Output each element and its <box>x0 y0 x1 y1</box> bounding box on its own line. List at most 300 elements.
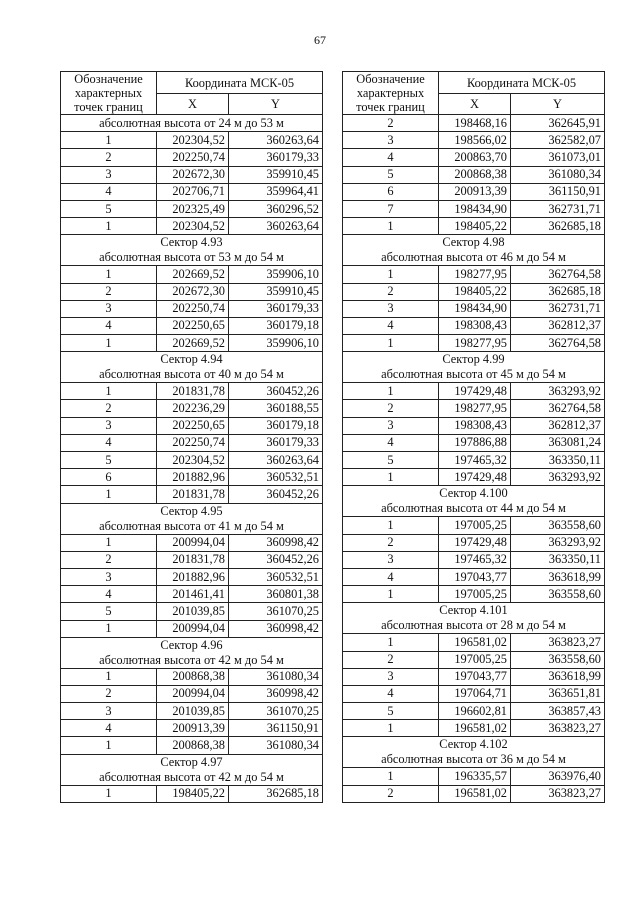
sector-header-row <box>61 235 323 266</box>
point-cell: 2 <box>61 149 157 166</box>
point-cell: 1 <box>61 668 157 685</box>
y-cell: 360179,18 <box>229 417 323 434</box>
y-cell: 360263,64 <box>229 132 323 149</box>
y-cell: 360452,26 <box>229 551 323 568</box>
sector-header-row <box>61 115 323 132</box>
point-cell: 4 <box>61 720 157 737</box>
point-cell: 2 <box>343 785 439 802</box>
table-row <box>61 703 323 720</box>
sector-altitude: абсолютная высота от 40 м до 54 м <box>99 367 284 382</box>
point-cell: 4 <box>61 586 157 603</box>
point-cell: 2 <box>61 551 157 568</box>
x-cell: 200913,39 <box>439 183 511 200</box>
y-cell: 362812,37 <box>511 417 605 434</box>
point-cell: 4 <box>343 434 439 451</box>
y-cell: 360532,51 <box>229 568 323 585</box>
table-row <box>343 434 605 451</box>
coordinates-table-left <box>60 71 323 803</box>
point-cell: 2 <box>61 283 157 300</box>
table-row <box>61 603 323 620</box>
sector-title: Сектор 4.101 <box>439 603 508 618</box>
y-cell: 361070,25 <box>229 603 323 620</box>
sector-altitude: абсолютная высота от 45 м до 54 м <box>381 367 566 382</box>
sector-title: Сектор 4.96 <box>160 637 223 652</box>
sector-header <box>343 737 605 768</box>
y-cell: 363293,92 <box>511 534 605 551</box>
sector-altitude: абсолютная высота от 41 м до 54 м <box>99 518 284 533</box>
table-row <box>343 266 605 283</box>
x-cell: 201039,85 <box>157 703 229 720</box>
y-cell: 363618,99 <box>511 668 605 685</box>
x-cell: 198566,02 <box>439 132 511 149</box>
y-cell: 360263,64 <box>229 452 323 469</box>
sector-title: Сектор 4.100 <box>439 486 508 501</box>
point-cell: 2 <box>343 115 439 132</box>
point-cell: 1 <box>343 469 439 486</box>
y-cell: 362764,58 <box>511 335 605 352</box>
table-row <box>61 317 323 334</box>
header-coordinates: Координата МСК-05 <box>157 72 323 94</box>
table-row <box>61 685 323 702</box>
y-cell: 361073,01 <box>511 149 605 166</box>
x-cell: 198434,90 <box>439 200 511 217</box>
y-cell: 361150,91 <box>229 720 323 737</box>
table-row <box>343 768 605 785</box>
y-cell: 360998,42 <box>229 685 323 702</box>
point-cell: 1 <box>343 720 439 737</box>
y-cell: 362645,91 <box>511 115 605 132</box>
x-cell: 197005,25 <box>439 651 511 668</box>
sector-altitude: абсолютная высота от 46 м до 54 м <box>381 250 566 265</box>
table-row <box>343 400 605 417</box>
y-cell: 363976,40 <box>511 768 605 785</box>
y-cell: 363558,60 <box>511 586 605 603</box>
y-cell: 360532,51 <box>229 469 323 486</box>
x-cell: 197043,77 <box>439 668 511 685</box>
point-cell: 1 <box>343 218 439 235</box>
point-cell: 1 <box>343 335 439 352</box>
x-cell: 198277,95 <box>439 266 511 283</box>
y-cell: 360998,42 <box>229 534 323 551</box>
x-cell: 197465,32 <box>439 551 511 568</box>
x-cell: 198405,22 <box>157 785 229 802</box>
table-row <box>343 183 605 200</box>
table-row <box>61 417 323 434</box>
y-cell: 363081,24 <box>511 434 605 451</box>
x-cell: 201461,41 <box>157 586 229 603</box>
x-cell: 197043,77 <box>439 568 511 585</box>
header-y: Y <box>229 94 323 115</box>
table-row <box>61 183 323 200</box>
sector-header <box>343 486 605 517</box>
table-row <box>61 469 323 486</box>
table-row <box>61 434 323 451</box>
y-cell: 359906,10 <box>229 335 323 352</box>
y-cell: 360188,55 <box>229 400 323 417</box>
point-cell: 3 <box>343 300 439 317</box>
sector-altitude: абсолютная высота от 28 м до 54 м <box>381 618 566 633</box>
header-x: X <box>157 94 229 115</box>
y-cell: 360263,64 <box>229 218 323 235</box>
x-cell: 198277,95 <box>439 335 511 352</box>
y-cell: 363823,27 <box>511 720 605 737</box>
table-row <box>61 737 323 754</box>
x-cell: 202236,29 <box>157 400 229 417</box>
table-row <box>343 668 605 685</box>
x-cell: 196581,02 <box>439 720 511 737</box>
x-cell: 196602,81 <box>439 703 511 720</box>
sector-header <box>61 754 323 785</box>
point-cell: 5 <box>61 200 157 217</box>
x-cell: 201831,78 <box>157 383 229 400</box>
point-cell: 1 <box>343 517 439 534</box>
table-row <box>343 335 605 352</box>
y-cell: 363350,11 <box>511 551 605 568</box>
y-cell: 359910,45 <box>229 166 323 183</box>
sector-title: Сектор 4.102 <box>439 737 508 752</box>
point-cell: 1 <box>61 266 157 283</box>
point-cell: 1 <box>61 218 157 235</box>
table-row <box>343 534 605 551</box>
point-cell: 4 <box>343 685 439 702</box>
x-cell: 202250,65 <box>157 417 229 434</box>
table-row <box>61 568 323 585</box>
x-cell: 198405,22 <box>439 218 511 235</box>
table-row <box>343 300 605 317</box>
table-row <box>61 166 323 183</box>
point-cell: 4 <box>343 568 439 585</box>
x-cell: 202304,52 <box>157 218 229 235</box>
x-cell: 197064,71 <box>439 685 511 702</box>
y-cell: 360452,26 <box>229 486 323 503</box>
point-cell: 1 <box>61 132 157 149</box>
y-cell: 361070,25 <box>229 703 323 720</box>
x-cell: 196335,57 <box>439 768 511 785</box>
page-number: 67 <box>314 33 326 47</box>
table-row <box>343 651 605 668</box>
point-cell: 1 <box>343 266 439 283</box>
y-cell: 359910,45 <box>229 283 323 300</box>
header-designation: Обозначение характерных точек границ <box>61 72 157 115</box>
table-row <box>343 283 605 300</box>
x-cell: 202706,71 <box>157 183 229 200</box>
y-cell: 361080,34 <box>229 668 323 685</box>
x-cell: 202250,74 <box>157 300 229 317</box>
table-row <box>61 200 323 217</box>
header-designation: Обозначение характерных точек границ <box>343 72 439 115</box>
x-cell: 198308,43 <box>439 417 511 434</box>
y-cell: 362685,18 <box>511 283 605 300</box>
y-cell: 361080,34 <box>229 737 323 754</box>
x-cell: 198277,95 <box>439 400 511 417</box>
y-cell: 363823,27 <box>511 785 605 802</box>
table-row <box>343 568 605 585</box>
point-cell: 3 <box>343 668 439 685</box>
point-cell: 5 <box>343 703 439 720</box>
x-cell: 202250,65 <box>157 317 229 334</box>
y-cell: 362731,71 <box>511 200 605 217</box>
point-cell: 4 <box>61 434 157 451</box>
table-row <box>343 551 605 568</box>
x-cell: 200868,38 <box>439 166 511 183</box>
table-body-right <box>343 72 605 803</box>
y-cell: 363558,60 <box>511 517 605 534</box>
y-cell: 363293,92 <box>511 383 605 400</box>
sector-header-row <box>343 603 605 634</box>
x-cell: 201882,96 <box>157 568 229 585</box>
point-cell: 2 <box>61 400 157 417</box>
table-row <box>61 486 323 503</box>
y-cell: 362764,58 <box>511 266 605 283</box>
x-cell: 198405,22 <box>439 283 511 300</box>
table-row <box>61 720 323 737</box>
coordinates-table-right <box>342 71 605 803</box>
point-cell: 3 <box>61 166 157 183</box>
table-row <box>343 586 605 603</box>
table-row <box>61 668 323 685</box>
table-row <box>343 132 605 149</box>
point-cell: 1 <box>61 737 157 754</box>
y-cell: 360801,38 <box>229 586 323 603</box>
y-cell: 363857,43 <box>511 703 605 720</box>
table-row <box>61 132 323 149</box>
sector-header <box>61 235 323 266</box>
table-row <box>61 266 323 283</box>
point-cell: 5 <box>343 452 439 469</box>
x-cell: 198308,43 <box>439 317 511 334</box>
sector-altitude: абсолютная высота от 42 м до 54 м <box>99 652 284 667</box>
point-cell: 3 <box>343 551 439 568</box>
point-cell: 4 <box>61 317 157 334</box>
x-cell: 200994,04 <box>157 620 229 637</box>
table-row <box>343 149 605 166</box>
header-x: X <box>439 94 511 115</box>
y-cell: 363558,60 <box>511 651 605 668</box>
sector-altitude: абсолютная высота от 36 м до 54 м <box>381 752 566 767</box>
y-cell: 360296,52 <box>229 200 323 217</box>
x-cell: 197429,48 <box>439 469 511 486</box>
sector-altitude: абсолютная высота от 44 м до 54 м <box>381 501 566 516</box>
y-cell: 362685,18 <box>511 218 605 235</box>
point-cell: 4 <box>343 149 439 166</box>
x-cell: 202672,30 <box>157 283 229 300</box>
point-cell: 4 <box>343 317 439 334</box>
point-cell: 2 <box>343 400 439 417</box>
x-cell: 200994,04 <box>157 685 229 702</box>
y-cell: 360452,26 <box>229 383 323 400</box>
sector-header <box>61 352 323 383</box>
sector-title: Сектор 4.95 <box>160 503 223 518</box>
point-cell: 1 <box>61 486 157 503</box>
header-y: Y <box>511 94 605 115</box>
sector-title: Сектор 4.94 <box>160 352 223 367</box>
x-cell: 201882,96 <box>157 469 229 486</box>
point-cell: 6 <box>61 469 157 486</box>
point-cell: 1 <box>61 620 157 637</box>
table-row <box>61 383 323 400</box>
x-cell: 197005,25 <box>439 517 511 534</box>
table-row <box>343 685 605 702</box>
point-cell: 5 <box>343 166 439 183</box>
point-cell: 7 <box>343 200 439 217</box>
table-row <box>343 517 605 534</box>
x-cell: 197886,88 <box>439 434 511 451</box>
sector-header <box>343 603 605 634</box>
sector-header-row <box>61 352 323 383</box>
point-cell: 1 <box>343 634 439 651</box>
table-row <box>61 335 323 352</box>
sector-header <box>61 637 323 668</box>
point-cell: 1 <box>61 534 157 551</box>
point-cell: 2 <box>343 651 439 668</box>
table-row <box>61 586 323 603</box>
x-cell: 202672,30 <box>157 166 229 183</box>
point-cell: 2 <box>343 283 439 300</box>
x-cell: 202669,52 <box>157 266 229 283</box>
point-cell: 3 <box>61 703 157 720</box>
table-row <box>61 534 323 551</box>
table-row <box>61 283 323 300</box>
sector-header-row <box>61 754 323 785</box>
y-cell: 362582,07 <box>511 132 605 149</box>
x-cell: 202325,49 <box>157 200 229 217</box>
point-cell: 4 <box>61 183 157 200</box>
table-row <box>343 383 605 400</box>
sector-header-row <box>61 637 323 668</box>
x-cell: 202250,74 <box>157 434 229 451</box>
sector-altitude: абсолютная высота от 53 м до 54 м <box>99 250 284 265</box>
point-cell: 5 <box>61 603 157 620</box>
table-row <box>61 551 323 568</box>
x-cell: 200994,04 <box>157 534 229 551</box>
table-row <box>61 785 323 802</box>
x-cell: 197429,48 <box>439 383 511 400</box>
table-body-left <box>61 72 323 803</box>
point-cell: 3 <box>61 417 157 434</box>
x-cell: 201831,78 <box>157 551 229 568</box>
x-cell: 197429,48 <box>439 534 511 551</box>
sector-header <box>61 503 323 534</box>
sector-title: Сектор 4.98 <box>442 235 505 250</box>
point-cell: 1 <box>343 586 439 603</box>
sector-title: Сектор 4.93 <box>160 235 223 250</box>
table-row <box>343 703 605 720</box>
point-cell: 1 <box>61 335 157 352</box>
y-cell: 361080,34 <box>511 166 605 183</box>
point-cell: 5 <box>61 452 157 469</box>
table-row <box>343 785 605 802</box>
point-cell: 3 <box>343 132 439 149</box>
x-cell: 196581,02 <box>439 634 511 651</box>
table-row <box>61 452 323 469</box>
point-cell: 1 <box>343 768 439 785</box>
header-coordinates: Координата МСК-05 <box>439 72 605 94</box>
table-row <box>343 720 605 737</box>
table-row <box>61 300 323 317</box>
y-cell: 363618,99 <box>511 568 605 585</box>
y-cell: 360179,18 <box>229 317 323 334</box>
x-cell: 198468,16 <box>439 115 511 132</box>
sector-header <box>343 352 605 383</box>
y-cell: 359964,41 <box>229 183 323 200</box>
sector-header-row <box>343 737 605 768</box>
sector-header-row <box>61 503 323 534</box>
x-cell: 200913,39 <box>157 720 229 737</box>
table-row <box>61 149 323 166</box>
x-cell: 196581,02 <box>439 785 511 802</box>
point-cell: 6 <box>343 183 439 200</box>
y-cell: 360179,33 <box>229 149 323 166</box>
y-cell: 363293,92 <box>511 469 605 486</box>
y-cell: 362764,58 <box>511 400 605 417</box>
y-cell: 360179,33 <box>229 434 323 451</box>
x-cell: 200868,38 <box>157 668 229 685</box>
table-row <box>61 218 323 235</box>
x-cell: 200868,38 <box>157 737 229 754</box>
point-cell: 3 <box>61 300 157 317</box>
sector-header-row <box>343 352 605 383</box>
table-row <box>61 620 323 637</box>
x-cell: 197465,32 <box>439 452 511 469</box>
y-cell: 363350,11 <box>511 452 605 469</box>
x-cell: 201831,78 <box>157 486 229 503</box>
table-row <box>343 200 605 217</box>
x-cell: 202304,52 <box>157 132 229 149</box>
table-row <box>343 218 605 235</box>
sector-header-row <box>343 486 605 517</box>
sector-title: абсолютная высота от 24 м до 53 м <box>99 115 284 130</box>
y-cell: 363651,81 <box>511 685 605 702</box>
x-cell: 198434,90 <box>439 300 511 317</box>
sector-header <box>61 115 323 132</box>
table-row <box>343 417 605 434</box>
x-cell: 202250,74 <box>157 149 229 166</box>
point-cell: 3 <box>343 417 439 434</box>
x-cell: 202669,52 <box>157 335 229 352</box>
table-row <box>61 400 323 417</box>
y-cell: 360998,42 <box>229 620 323 637</box>
sector-title: Сектор 4.97 <box>160 754 223 769</box>
table-row <box>343 452 605 469</box>
table-row <box>343 317 605 334</box>
sector-altitude: абсолютная высота от 42 м до 54 м <box>99 769 284 784</box>
point-cell: 1 <box>61 383 157 400</box>
y-cell: 363823,27 <box>511 634 605 651</box>
x-cell: 201039,85 <box>157 603 229 620</box>
point-cell: 1 <box>343 383 439 400</box>
point-cell: 1 <box>61 785 157 802</box>
y-cell: 361150,91 <box>511 183 605 200</box>
sector-header <box>343 235 605 266</box>
y-cell: 362685,18 <box>229 785 323 802</box>
table-row <box>343 115 605 132</box>
point-cell: 3 <box>61 568 157 585</box>
y-cell: 362731,71 <box>511 300 605 317</box>
table-row <box>343 469 605 486</box>
sector-title: Сектор 4.99 <box>442 352 505 367</box>
point-cell: 2 <box>343 534 439 551</box>
table-row <box>343 166 605 183</box>
x-cell: 197005,25 <box>439 586 511 603</box>
y-cell: 360179,33 <box>229 300 323 317</box>
point-cell: 2 <box>61 685 157 702</box>
table-row <box>343 634 605 651</box>
y-cell: 359906,10 <box>229 266 323 283</box>
sector-header-row <box>343 235 605 266</box>
x-cell: 200863,70 <box>439 149 511 166</box>
y-cell: 362812,37 <box>511 317 605 334</box>
x-cell: 202304,52 <box>157 452 229 469</box>
